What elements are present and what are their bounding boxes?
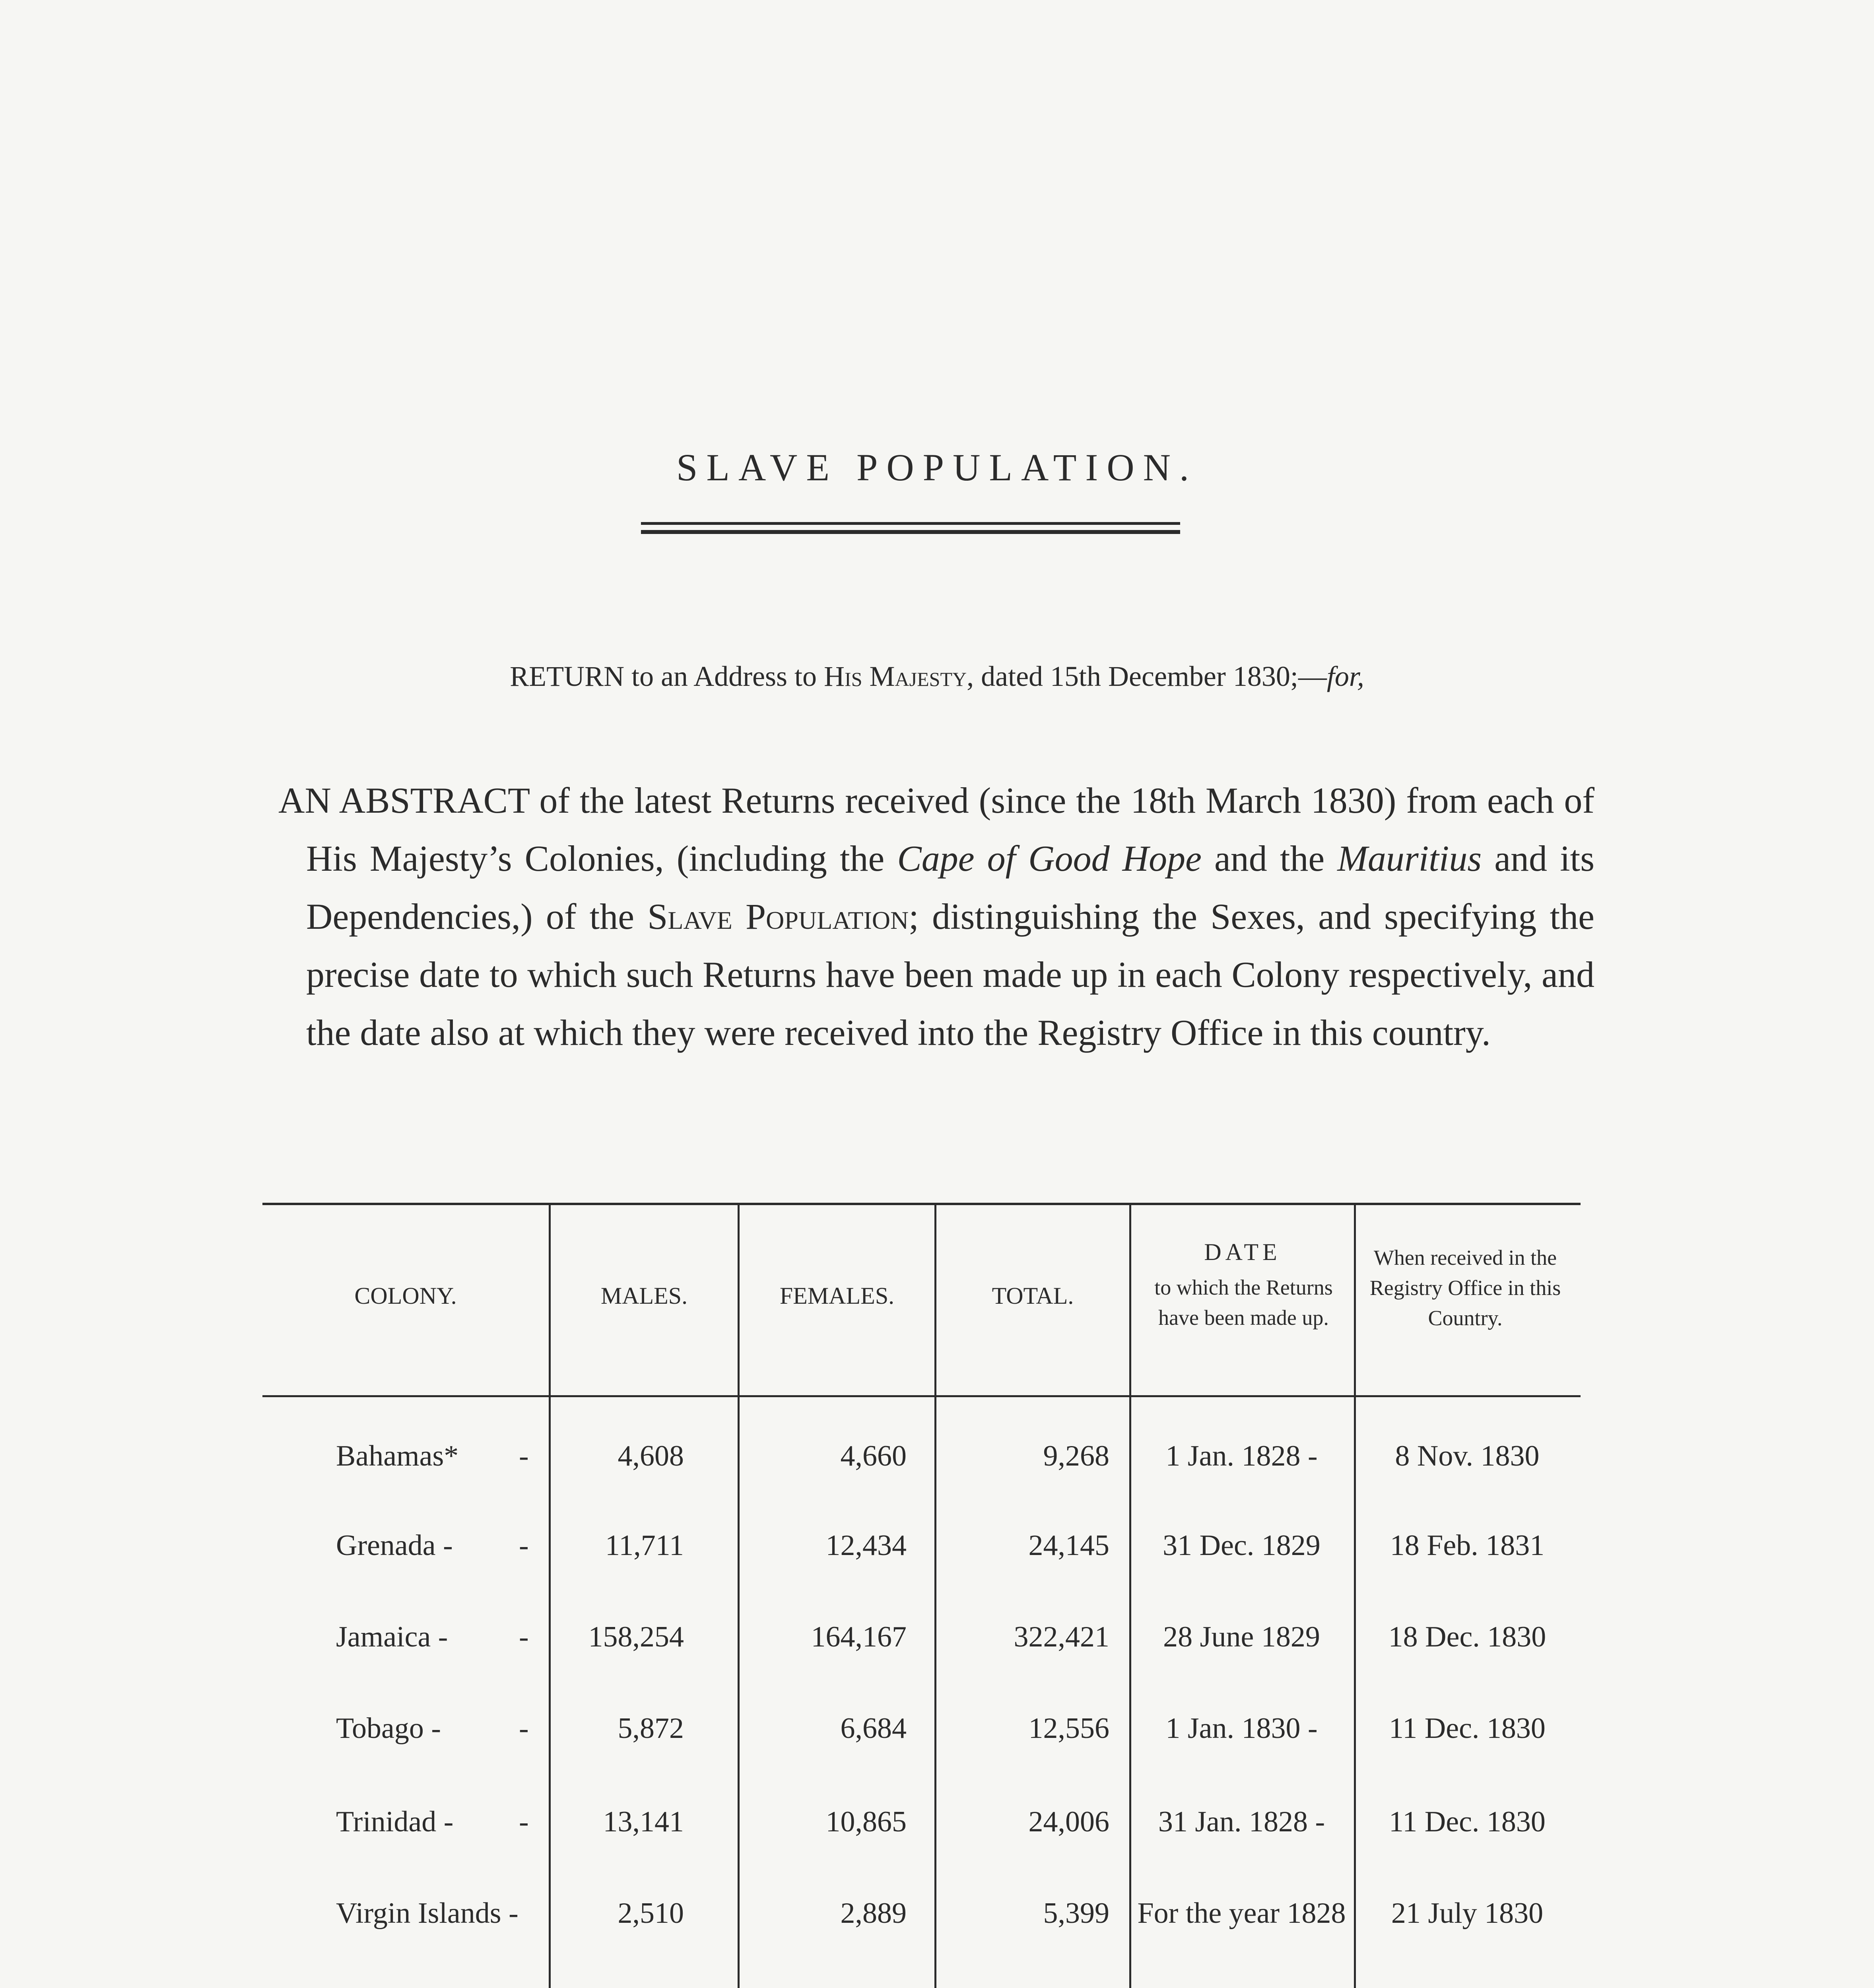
title-rule-top (641, 522, 1180, 525)
table-cell-received: 21 July 1830 (1391, 1897, 1544, 1930)
table-cell-received: 8 Nov. 1830 (1395, 1440, 1540, 1472)
table-cell-dash: - (519, 1806, 529, 1838)
title-rule-bottom (641, 530, 1180, 534)
table-cell-males: 13,141 (603, 1806, 684, 1838)
header-males: MALES. (600, 1283, 688, 1309)
table-cell-males: 2,510 (618, 1897, 684, 1930)
header-date-title: DATE (1204, 1239, 1281, 1265)
header-date-sub: to which the Returns have been made up. (1154, 1276, 1333, 1330)
table-cell-date: 1 Jan. 1830 - (1165, 1712, 1318, 1745)
table-cell-colony: Bahamas* (336, 1440, 459, 1472)
header-total: TOTAL. (992, 1283, 1074, 1309)
table-cell-dash: - (519, 1440, 529, 1472)
table-cell-females: 2,889 (840, 1897, 907, 1930)
header-received: When received in the Registry Office in this Country. (1369, 1246, 1561, 1330)
table-cell-received: 11 Dec. 1830 (1389, 1712, 1546, 1745)
his-majesty-text: His Majesty (824, 660, 967, 692)
abstract-lead: AN ABSTRACT (278, 780, 530, 821)
table-cell-total: 24,006 (1028, 1806, 1109, 1838)
table-cell-females: 10,865 (825, 1806, 907, 1838)
table-cell-received: 11 Dec. 1830 (1389, 1806, 1546, 1838)
abstract-paragraph: AN ABSTRACT of the latest Returns received (since the 18th March 1830) from each of His Majesty’s Colonies, (including the Cape of Good Hope and the Mauritius and its Dependencies,) of the Slave Population; distinguishing the Sexes, and specifying the precise date to which such Returns have been made up in each Colony respectively, and the date also at which they were received into the Registry Office in this country. (278, 780, 1595, 1053)
table-cell-date: 1 Jan. 1828 - (1165, 1440, 1318, 1472)
table-cell-date: 28 June 1829 (1163, 1621, 1320, 1653)
table-cell-females: 12,434 (825, 1529, 907, 1562)
table-cell-dash: - (519, 1621, 529, 1653)
table-cell-total: 322,421 (1014, 1621, 1109, 1653)
column-divider (549, 1205, 551, 1988)
column-divider (934, 1205, 936, 1988)
table-cell-males: 158,254 (588, 1621, 684, 1653)
table-cell-received: 18 Feb. 1831 (1390, 1529, 1545, 1562)
table-cell-dash: - (519, 1529, 529, 1562)
table-cell-females: 6,684 (840, 1712, 907, 1745)
table-cell-colony: Tobago - (336, 1712, 441, 1745)
table-cell-date: For the year 1828 (1137, 1897, 1346, 1930)
table-cell-colony: Jamaica - (336, 1621, 448, 1653)
table-cell-females: 4,660 (840, 1440, 907, 1472)
header-females: FEMALES. (779, 1283, 895, 1309)
table-cell-colony: Grenada - (336, 1529, 453, 1562)
table-cell-colony: Trinidad - (336, 1806, 454, 1838)
table-cell-total: 12,556 (1028, 1712, 1109, 1745)
column-divider (1354, 1205, 1356, 1988)
table-cell-total: 24,145 (1028, 1529, 1109, 1562)
table-cell-received: 18 Dec. 1830 (1388, 1621, 1546, 1653)
table-header-rule (262, 1395, 1581, 1397)
column-divider (1129, 1205, 1131, 1988)
table-cell-date: 31 Dec. 1829 (1163, 1529, 1321, 1562)
return-line: RETURN to an Address to His Majesty, dated 15th December 1830;—for, (510, 660, 1364, 692)
page-title: SLAVE POPULATION. (676, 446, 1198, 489)
table-cell-males: 4,608 (618, 1440, 684, 1472)
header-colony: COLONY. (354, 1283, 457, 1309)
table-cell-total: 9,268 (1043, 1440, 1109, 1472)
table-cell-males: 11,711 (605, 1529, 684, 1562)
table-cell-females: 164,167 (811, 1621, 907, 1653)
table-cell-dash: - (519, 1712, 529, 1745)
column-divider (738, 1205, 740, 1988)
table-cell-males: 5,872 (618, 1712, 684, 1745)
table-cell-date: 31 Jan. 1828 - (1158, 1806, 1325, 1838)
table-cell-total: 5,399 (1043, 1897, 1109, 1930)
table-top-rule (262, 1203, 1581, 1205)
table-cell-colony: Virgin Islands - (336, 1897, 519, 1930)
